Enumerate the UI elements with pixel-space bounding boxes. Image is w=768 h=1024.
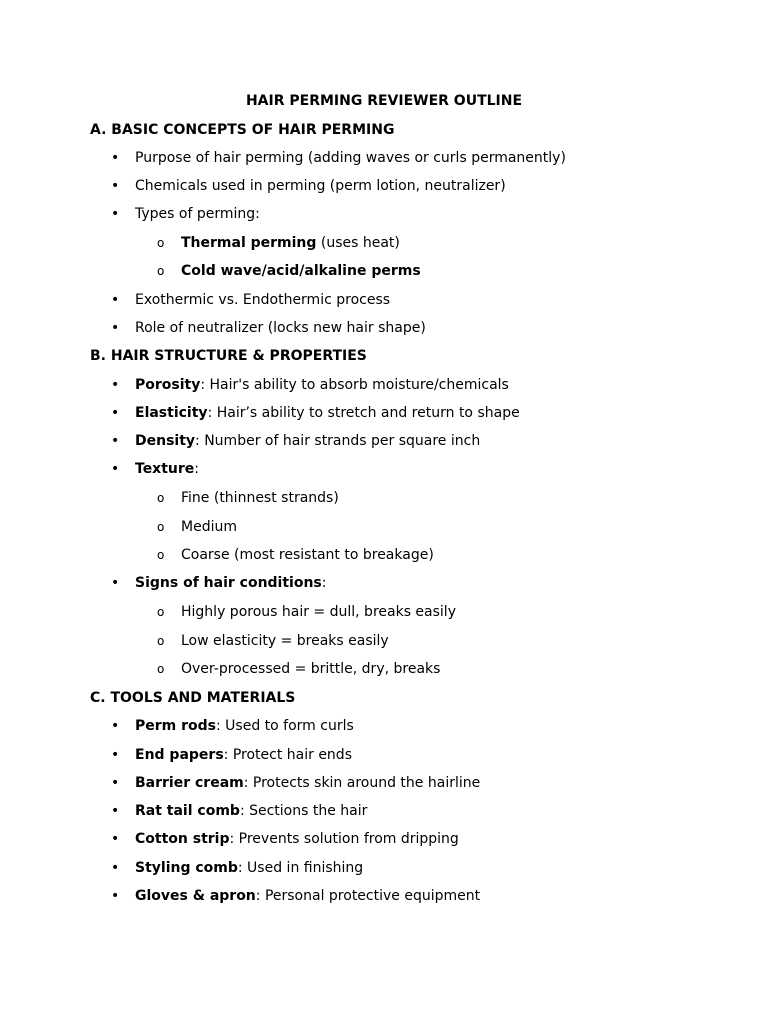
list-item xyxy=(135,887,480,905)
list-item xyxy=(135,830,459,848)
sub-list-item: Over-processed = brittle, dry, breaks xyxy=(181,661,441,677)
item-desc: : Prevents solution from dripping xyxy=(229,831,459,847)
item-desc: : Used in finishing xyxy=(237,860,364,876)
list-item: Purpose of hair perming (adding waves or curls permanently) xyxy=(135,150,566,166)
section-b-heading: B. HAIR STRUCTURE & PROPERTIES xyxy=(90,348,367,364)
bullet-icon: • xyxy=(111,575,120,591)
item-term: Density xyxy=(135,433,196,449)
bullet-icon: • xyxy=(111,320,120,336)
sub-item-term: Thermal perming xyxy=(181,235,317,251)
item-desc: : Personal protective equipment xyxy=(255,888,481,904)
item-term: Gloves & apron xyxy=(135,888,256,904)
item-desc: : xyxy=(321,575,327,591)
list-item xyxy=(135,376,509,394)
list-item xyxy=(135,404,520,422)
sub-list-item: Low elasticity = breaks easily xyxy=(181,633,389,649)
item-desc: : Hair’s ability to stretch and return to shape xyxy=(207,405,520,421)
item-term: Texture xyxy=(135,461,195,477)
list-item xyxy=(135,717,354,735)
bullet-icon: • xyxy=(111,292,120,308)
item-desc: : xyxy=(194,461,199,477)
sub-item-term: Cold wave/acid/alkaline perms xyxy=(181,263,421,279)
sub-bullet-icon: o xyxy=(157,236,165,250)
item-desc: : Number of hair strands per square inch xyxy=(195,433,481,449)
item-desc: : Protect hair ends xyxy=(223,747,352,763)
sub-list-item xyxy=(181,234,400,252)
item-term: Styling comb xyxy=(135,860,238,876)
sub-bullet-icon: o xyxy=(157,634,165,648)
item-term: Porosity xyxy=(135,377,201,393)
bullet-icon: • xyxy=(111,888,120,904)
item-term: Barrier cream xyxy=(135,775,244,791)
list-item xyxy=(135,774,480,792)
bullet-icon: • xyxy=(111,860,120,876)
bullet-icon: • xyxy=(111,718,120,734)
list-item: Exothermic vs. Endothermic process xyxy=(135,292,391,308)
section-c-heading: C. TOOLS AND MATERIALS xyxy=(90,690,296,706)
list-item xyxy=(135,574,326,592)
item-term: Elasticity xyxy=(135,405,208,421)
section-a-heading: A. BASIC CONCEPTS OF HAIR PERMING xyxy=(90,122,395,138)
list-item xyxy=(135,746,352,764)
bullet-icon: • xyxy=(111,775,120,791)
bullet-icon: • xyxy=(111,433,120,449)
bullet-icon: • xyxy=(111,803,120,819)
sub-list-item: Fine (thinnest strands) xyxy=(181,490,339,506)
sub-bullet-icon: o xyxy=(157,662,165,676)
item-term: Signs of hair conditions xyxy=(135,575,322,591)
list-item xyxy=(135,432,480,450)
bullet-icon: • xyxy=(111,405,120,421)
list-item: Chemicals used in perming (perm lotion, neutralizer) xyxy=(135,178,506,194)
sub-list-item: Coarse (most resistant to breakage) xyxy=(181,547,434,563)
item-term: End papers xyxy=(135,747,224,763)
sub-bullet-icon: o xyxy=(157,264,165,278)
list-item xyxy=(135,859,363,877)
sub-bullet-icon: o xyxy=(157,548,165,562)
list-item: Role of neutralizer (locks new hair shape) xyxy=(135,320,426,336)
item-desc: : Sections the hair xyxy=(239,803,368,819)
sub-item-desc: (uses heat) xyxy=(316,235,400,251)
bullet-icon: • xyxy=(111,150,120,166)
bullet-icon: • xyxy=(111,178,120,194)
item-desc: : Protects skin around the hairline xyxy=(243,775,481,791)
bullet-icon: • xyxy=(111,747,120,763)
item-desc: : Used to form curls xyxy=(216,718,354,734)
sub-bullet-icon: o xyxy=(157,605,165,619)
item-term: Cotton strip xyxy=(135,831,230,847)
item-term: Perm rods xyxy=(135,718,216,734)
bullet-icon: • xyxy=(111,831,120,847)
sub-list-item xyxy=(181,262,421,280)
bullet-icon: • xyxy=(111,206,120,222)
sub-list-item: Highly porous hair = dull, breaks easily xyxy=(181,604,456,620)
list-item: Types of perming: xyxy=(135,206,260,222)
item-term: Rat tail comb xyxy=(135,803,240,819)
sub-list-item: Medium xyxy=(181,519,237,535)
bullet-icon: • xyxy=(111,461,120,477)
sub-bullet-icon: o xyxy=(157,520,165,534)
document-title: HAIR PERMING REVIEWER OUTLINE xyxy=(245,93,523,109)
item-desc: : Hair's ability to absorb moisture/chemicals xyxy=(200,377,509,393)
bullet-icon: • xyxy=(111,377,120,393)
list-item xyxy=(135,802,367,820)
list-item xyxy=(135,460,199,478)
sub-bullet-icon: o xyxy=(157,491,165,505)
